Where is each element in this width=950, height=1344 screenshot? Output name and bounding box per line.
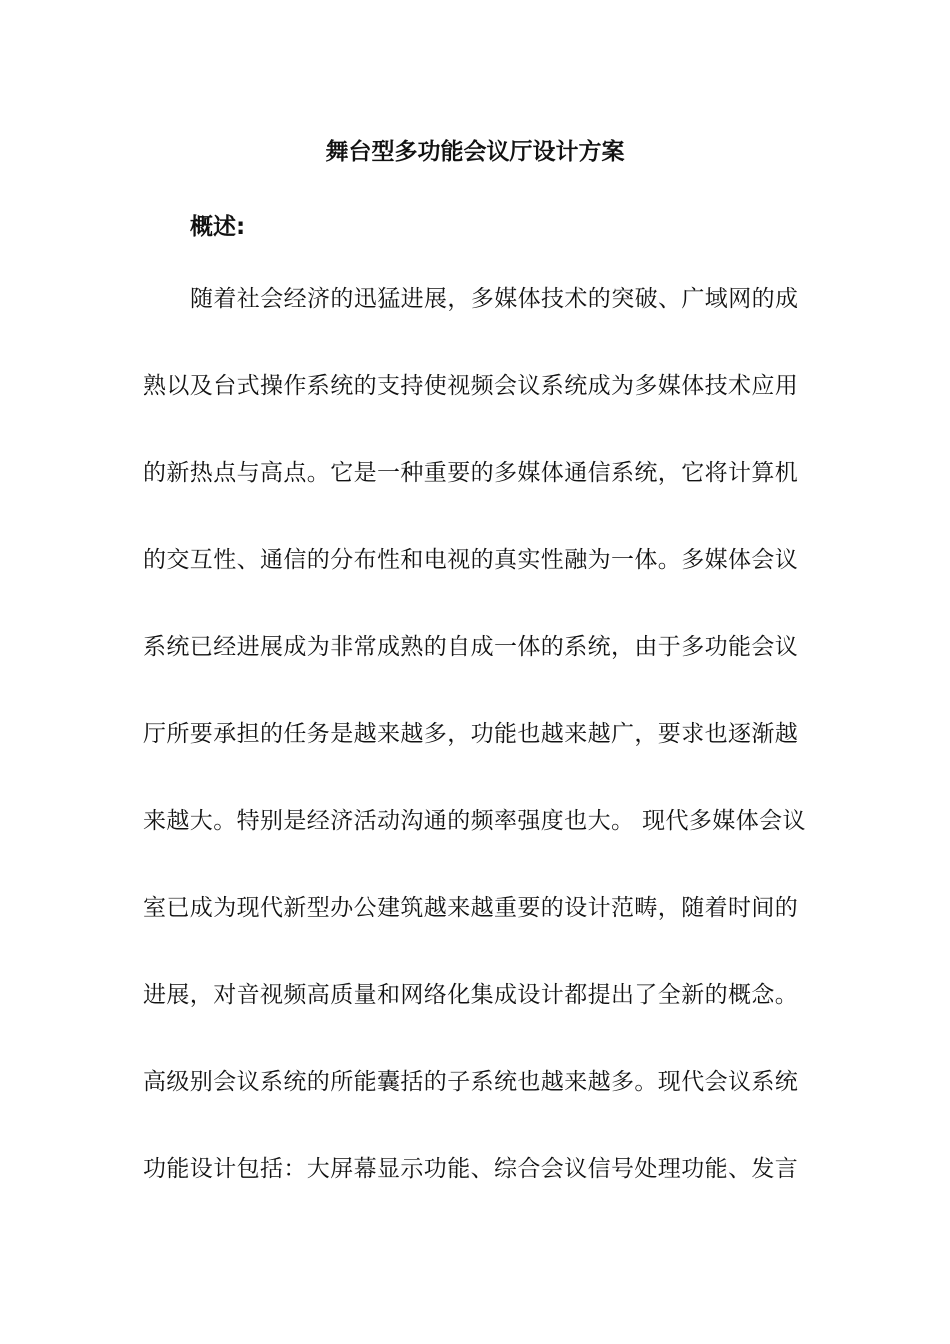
paragraph-line: 随着社会经济的迅猛进展，多媒体技术的突破、广域网的成 xyxy=(190,286,799,312)
paragraph-line: 的交互性、通信的分布性和电视的真实性融为一体。多媒体会议 xyxy=(143,547,799,573)
paragraph-line: 室已成为现代新型办公建筑越来越重要的设计范畴，随着时间的 xyxy=(143,895,799,921)
paragraph-line: 进展，对音视频高质量和网络化集成设计都提出了全新的概念。 xyxy=(143,982,799,1008)
paragraph-line: 来越大。特别是经济活动沟通的频率强度也大。 现代多媒体会议 xyxy=(143,808,806,834)
section-heading-overview: 概述: xyxy=(190,214,246,240)
document-title: 舞台型多功能会议厅设计方案 xyxy=(325,139,625,165)
paragraph-line: 厅所要承担的任务是越来越多，功能也越来越广，要求也逐渐越 xyxy=(143,721,799,747)
paragraph-line: 的新热点与高点。它是一种重要的多媒体通信系统，它将计算机 xyxy=(143,460,799,486)
paragraph-line: 熟以及台式操作系统的支持使视频会议系统成为多媒体技术应用 xyxy=(143,373,799,399)
paragraph-line: 功能设计包括：大屏幕显示功能、综合会议信号处理功能、发言 xyxy=(143,1156,799,1182)
paragraph-line: 高级别会议系统的所能囊括的子系统也越来越多。现代会议系统 xyxy=(143,1069,799,1095)
paragraph-line: 系统已经进展成为非常成熟的自成一体的系统，由于多功能会议 xyxy=(143,634,799,660)
